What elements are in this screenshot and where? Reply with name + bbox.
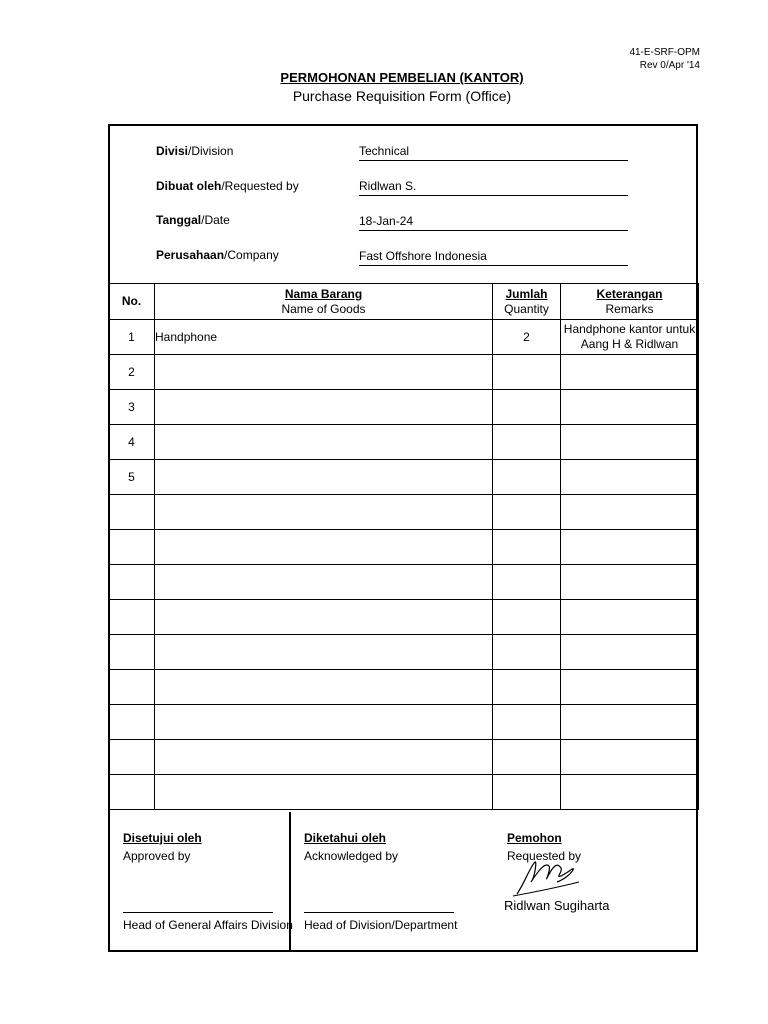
document-revision: Rev 0/Apr '14 xyxy=(639,60,700,71)
goods-cell[interactable] xyxy=(155,635,493,670)
quantity-cell[interactable] xyxy=(493,320,561,355)
date-label: Tanggal/Date xyxy=(156,213,230,227)
remarks-cell[interactable] xyxy=(561,460,699,495)
date-field[interactable]: 18-Jan-24 xyxy=(359,214,628,231)
table-row xyxy=(109,670,699,705)
row-number-cell[interactable] xyxy=(109,565,155,600)
goods-cell[interactable] xyxy=(155,740,493,775)
table-row xyxy=(109,565,699,600)
row-number-cell[interactable] xyxy=(109,775,155,810)
remarks-cell[interactable] xyxy=(561,425,699,460)
acknowledged-signature-line xyxy=(304,912,454,913)
document-code: 41-E-SRF-OPM xyxy=(629,47,700,58)
quantity-cell[interactable] xyxy=(493,460,561,495)
table-row xyxy=(109,425,699,460)
row-number-cell[interactable] xyxy=(109,670,155,705)
row-number: 5 xyxy=(128,470,135,484)
remarks-cell[interactable] xyxy=(561,390,699,425)
quantity-cell[interactable] xyxy=(493,635,561,670)
acknowledged-by-role: Head of Division/Department xyxy=(304,918,458,932)
row-number-cell[interactable] xyxy=(109,390,155,425)
remarks-line-2: Aang H & Ridlwan xyxy=(580,337,679,351)
quantity-cell[interactable] xyxy=(493,740,561,775)
table-row xyxy=(109,600,699,635)
goods-cell[interactable] xyxy=(155,425,493,460)
table-row xyxy=(109,390,699,425)
goods-cell[interactable] xyxy=(155,705,493,740)
approved-by-role: Head of General Affairs Division xyxy=(123,918,293,932)
remarks-line-1: Handphone kantor untuk xyxy=(563,322,696,336)
row-number-cell[interactable] xyxy=(109,425,155,460)
row-number: 3 xyxy=(128,400,135,414)
requester-signature xyxy=(505,852,585,902)
table-row xyxy=(109,775,699,810)
form-title: PERMOHONAN PEMBELIAN (KANTOR) xyxy=(280,70,524,85)
table-row xyxy=(109,355,699,390)
remarks-cell[interactable] xyxy=(561,495,699,530)
quantity-value: 2 xyxy=(523,330,530,344)
acknowledged-by-label-id: Diketahui oleh xyxy=(304,831,387,845)
quantity-cell[interactable] xyxy=(493,390,561,425)
row-number: 4 xyxy=(128,435,135,449)
table-row xyxy=(109,705,699,740)
items-table xyxy=(108,283,699,810)
quantity-cell[interactable] xyxy=(493,425,561,460)
row-number-cell[interactable] xyxy=(109,740,155,775)
col-remarks-header: Keterangan Remarks xyxy=(561,284,699,320)
goods-cell[interactable] xyxy=(155,530,493,565)
goods-name: Handphone xyxy=(155,330,218,344)
row-number-cell[interactable] xyxy=(109,705,155,740)
requested-by-field[interactable]: Ridlwan S. xyxy=(359,179,628,196)
quantity-cell[interactable] xyxy=(493,775,561,810)
row-number-cell[interactable] xyxy=(109,530,155,565)
division-label: Divisi/Division xyxy=(156,144,234,158)
goods-cell[interactable] xyxy=(155,775,493,810)
approved-by-block xyxy=(123,831,202,863)
document-reference xyxy=(629,46,700,72)
col-no-header: No. xyxy=(109,284,155,320)
remarks-cell[interactable] xyxy=(561,775,699,810)
table-row xyxy=(109,460,699,495)
col-goods-header: Nama Barang Name of Goods xyxy=(155,284,493,320)
table-row xyxy=(109,740,699,775)
approved-by-label-id: Disetujui oleh xyxy=(123,831,202,845)
acknowledged-by-label-en: Acknowledged by xyxy=(304,849,399,863)
remarks-cell[interactable] xyxy=(561,705,699,740)
col-qty-header: Jumlah Quantity xyxy=(493,284,561,320)
requester-label-en: Requested by xyxy=(507,849,582,863)
quantity-cell[interactable] xyxy=(493,670,561,705)
remarks-cell[interactable] xyxy=(561,565,699,600)
remarks-cell[interactable] xyxy=(561,355,699,390)
row-number-cell[interactable] xyxy=(109,320,155,355)
approved-by-label-en: Approved by xyxy=(123,849,191,863)
goods-cell[interactable] xyxy=(155,600,493,635)
row-number-cell[interactable] xyxy=(109,600,155,635)
quantity-cell[interactable] xyxy=(493,705,561,740)
remarks-cell[interactable] xyxy=(561,740,699,775)
company-field[interactable]: Fast Offshore Indonesia xyxy=(359,249,628,266)
row-number-cell[interactable] xyxy=(109,635,155,670)
quantity-cell[interactable] xyxy=(493,600,561,635)
goods-cell[interactable] xyxy=(155,390,493,425)
table-row xyxy=(109,530,699,565)
requested-by-label: Dibuat oleh/Requested by xyxy=(156,179,299,193)
quantity-cell[interactable] xyxy=(493,495,561,530)
quantity-cell[interactable] xyxy=(493,565,561,600)
table-row xyxy=(109,495,699,530)
form-subtitle: Purchase Requisition Form (Office) xyxy=(292,88,512,104)
remarks-cell[interactable] xyxy=(561,635,699,670)
goods-cell[interactable] xyxy=(155,670,493,705)
row-number-cell[interactable] xyxy=(109,495,155,530)
requester-name: Ridlwan Sugiharta xyxy=(504,898,610,913)
table-row xyxy=(109,320,699,355)
goods-cell[interactable] xyxy=(155,460,493,495)
row-number: 2 xyxy=(128,365,135,379)
approved-signature-line xyxy=(123,912,273,913)
row-number-cell[interactable] xyxy=(109,460,155,495)
quantity-cell[interactable] xyxy=(493,355,561,390)
remarks-cell[interactable] xyxy=(561,670,699,705)
acknowledged-by-block xyxy=(304,831,398,863)
division-field[interactable]: Technical xyxy=(359,144,628,161)
goods-cell[interactable] xyxy=(155,565,493,600)
row-number: 1 xyxy=(128,330,135,344)
table-header-row xyxy=(109,284,699,320)
row-number-cell[interactable] xyxy=(109,355,155,390)
goods-cell[interactable] xyxy=(155,320,493,355)
goods-cell[interactable] xyxy=(155,495,493,530)
quantity-cell[interactable] xyxy=(493,530,561,565)
company-label: Perusahaan/Company xyxy=(156,248,279,262)
goods-cell[interactable] xyxy=(155,355,493,390)
remarks-cell[interactable] xyxy=(561,320,699,355)
remarks-cell[interactable] xyxy=(561,530,699,565)
table-row xyxy=(109,635,699,670)
requester-label-id: Pemohon xyxy=(507,831,562,845)
remarks-cell[interactable] xyxy=(561,600,699,635)
